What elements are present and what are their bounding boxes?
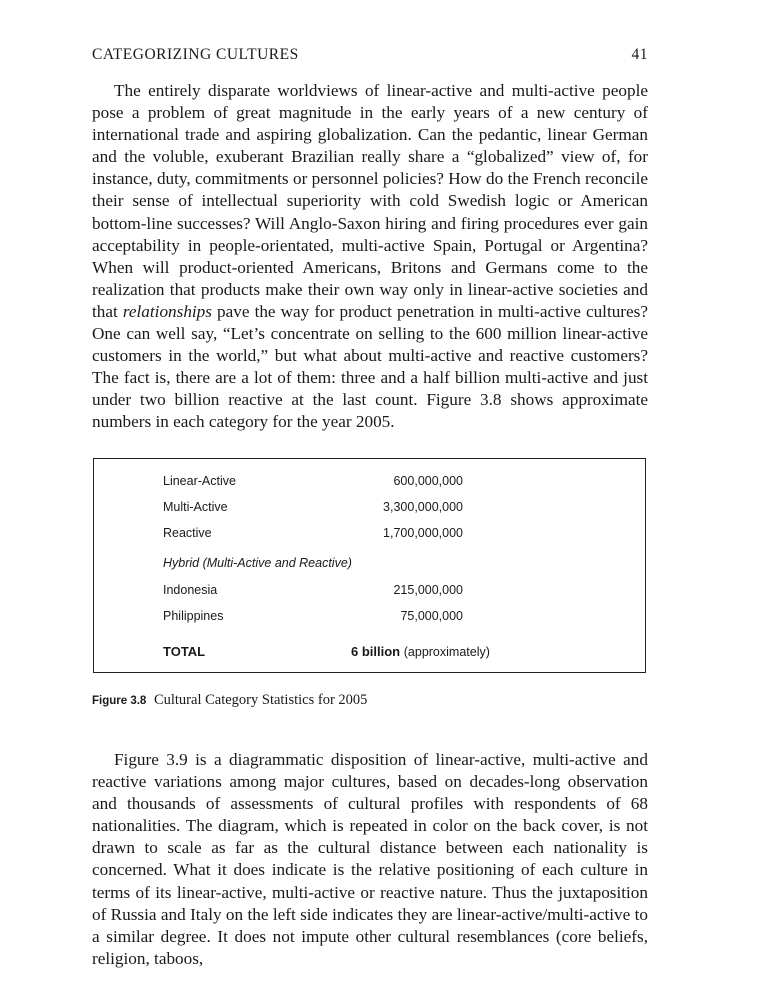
figure-row-philippines [163,609,463,627]
body-paragraph-2: Figure 3.9 is a diagrammatic disposition of linear-active, multi-active and reactive variations among major cultures, based on decades-long observation and thousands of assessments of cultural profiles with respondents of 68 nationalities. The diagram, which is repeated in color on the back cover, is not drawn to scale as far as the cultural distance between each nationality is concerned. What it does indicate is the relative positioning of each culture in terms of its linear-active, multi-active or reactive nature. Thus the juxtaposition of Russia and Italy on the left side indicates they are linear-active/multi-active to a similar degree. It does not impute other cultural resemblances (core beliefs, religion, taboos, [92,750,648,968]
row-label: Linear-Active [163,474,236,488]
row-value: 75,000,000 [400,609,463,623]
row-value: 215,000,000 [393,583,463,597]
figure-row-indonesia [163,583,463,601]
row-value: 3,300,000,000 [383,500,463,514]
figure-caption [92,692,367,709]
total-note: (approximately) [403,645,490,659]
paragraph-1-text-b: pave the way for product penetration in multi-active cultures? One can well say, “Let’s concentrate on selling to the 600 million linear-active customers in the world,” but what about multi-active and reactive customers? The fact is, there are a lot of them: three and a half billion multi-active and just under two billion reactive at the last count. Figure 3.8 shows approximate numbers in each category for the year 2005. [92,301,648,432]
body-paragraph-1 [92,80,648,434]
row-label: Philippines [163,609,224,623]
caption-label: Figure 3.8 [92,695,147,707]
row-label: Multi-Active [163,500,228,514]
paragraph-1-text-a: The entirely disparate worldviews of linear-active and multi-active people pose a problem of great magnitude in the early years of a new century of international trade and aspiring globalization. Can the pedantic, linear German and the voluble, exuberant Brazilian really share a “globalized” view of, for instance, duty, commitments or personnel policies? How do the French reconcile their sense of intellectual superiority with cold Swedish logic or American bottom-line successes? Will Anglo-Saxon hiring and firing procedures ever gain acceptability in people-orientated, multi-active Spain, Portugal or Argentina? When will product-oriented Americans, Britons and Germans come to the realization that products make their own way only in linear-active societies and that [92,81,648,321]
figure-row-reactive [163,526,463,544]
row-value: 1,700,000,000 [383,526,463,540]
row-label: Indonesia [163,583,218,597]
row-label: Reactive [163,526,212,540]
figure-row-multi-active [163,500,463,518]
row-value: 600,000,000 [393,474,463,488]
caption-text: Cultural Category Statistics for 2005 [153,692,368,708]
total-value: 6 billion [351,644,401,659]
paragraph-1-italic: relationships [122,301,212,321]
figure-row-linear-active [163,474,463,492]
total-value-group [351,644,490,659]
figure-3-8-box [93,458,646,673]
total-label: TOTAL [163,644,206,659]
page-number: 41 [631,46,648,63]
running-title: CATEGORIZING CULTURES [92,46,299,63]
hybrid-heading: Hybrid (Multi-Active and Reactive) [163,556,352,570]
